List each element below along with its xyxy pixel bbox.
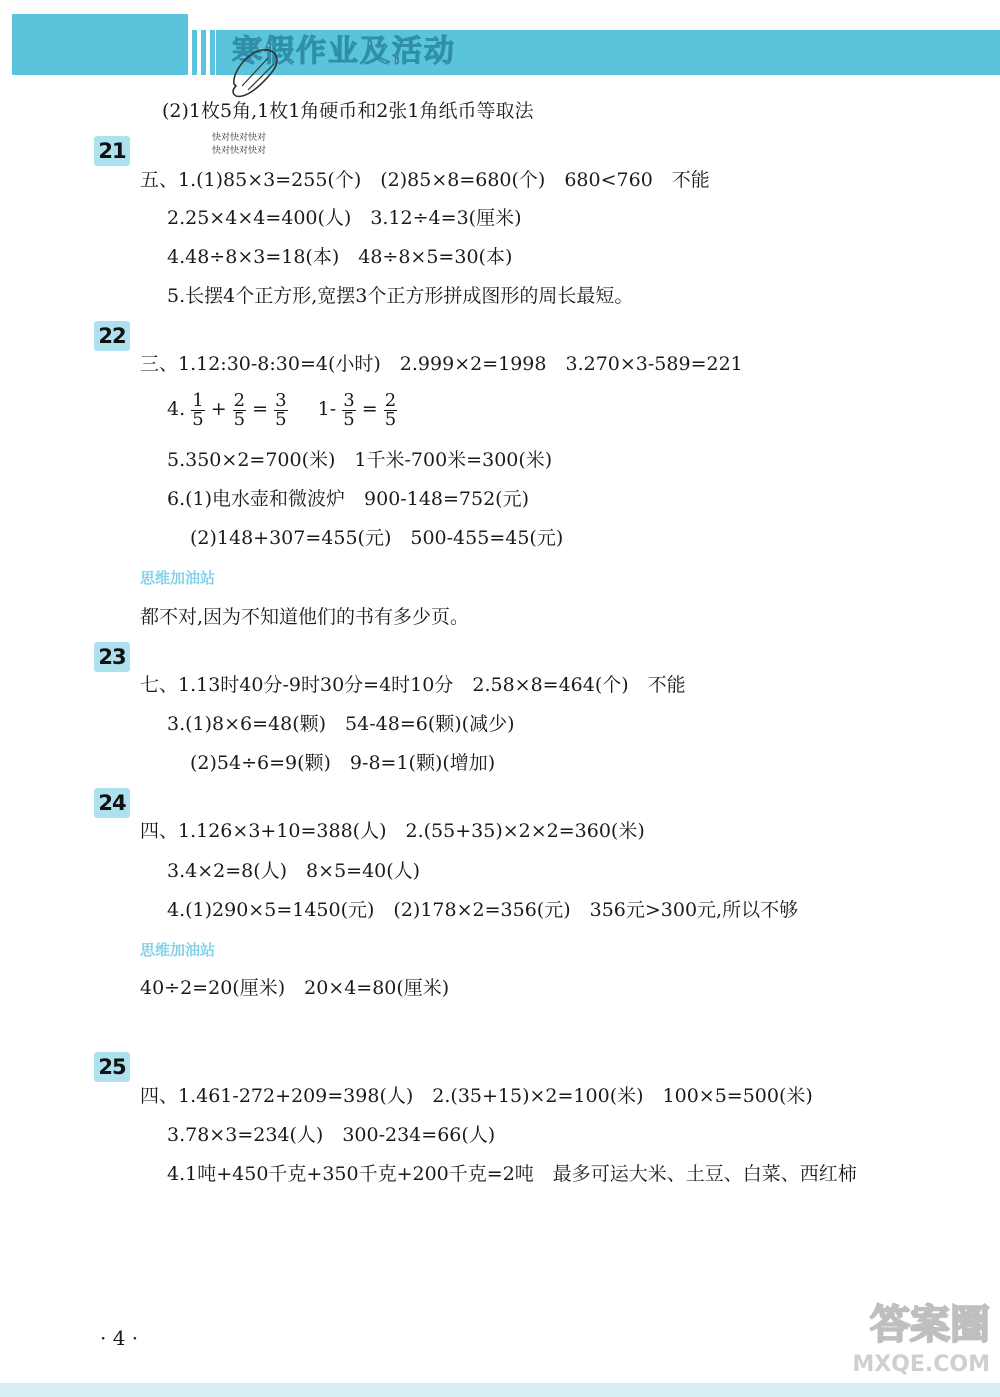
section-number-24: 24 <box>94 788 130 818</box>
page-number: · 4 · <box>100 1326 139 1350</box>
handwritten-note-1: 快对快对快对 <box>212 133 267 143</box>
section-number-22: 22 <box>94 321 130 351</box>
s24-line-3: 4.(1)290×5=1450(元) (2)178×2=356(元) 356元>300元,所以不够 <box>167 899 799 921</box>
s22-thinking-label: 思维加油站 <box>140 569 216 587</box>
s23-line-2: 3.(1)8×6=48(颗) 54-48=6(颗)(减少) <box>167 713 515 735</box>
s24-line-2: 3.4×2=8(人) 8×5=40(人) <box>167 860 421 882</box>
s22-fraction-prefix: 4. <box>167 398 186 420</box>
section-number-21: 21 <box>94 136 130 166</box>
handwritten-note-2: 快对快对快对 <box>212 146 267 156</box>
s25-line-3: 4.1吨+450千克+350千克+200千克=2吨 最多可运大米、土豆、白菜、西红柿 <box>167 1163 857 1185</box>
header-stripes <box>192 30 216 75</box>
watermark-url: MXQE.COM <box>852 1352 990 1377</box>
s22-fraction-line <box>167 389 397 429</box>
s25-line-2: 3.78×3=234(人) 300-234=66(人) <box>167 1124 496 1146</box>
fraction-3: $\frac{3}{5}$ <box>275 389 287 430</box>
s21-line-1: 五、1.(1)85×3=255(个) (2)85×8=680(个) 680<760 不能 <box>140 169 710 191</box>
s22-line-5: 5.350×2=700(米) 1千米-700米=300(米) <box>167 449 553 471</box>
s24-line-1: 四、1.126×3+10=388(人) 2.(55+35)×2×2=360(米) <box>140 820 645 842</box>
s23-line-1: 七、1.13时40分-9时30分=4时10分 2.58×8=464(个) 不能 <box>140 674 686 696</box>
watermark <box>820 1300 990 1390</box>
s22-thinking-answer: 都不对,因为不知道他们的书有多少页。 <box>140 606 470 628</box>
fraction-4: $\frac{3}{5}$ <box>343 389 355 430</box>
s24-thinking-label: 思维加油站 <box>140 941 216 959</box>
scribble-mark <box>228 42 288 102</box>
page-header <box>0 0 1000 75</box>
s22-line-1: 三、1.12:30-8:30=4(小时) 2.999×2=1998 3.270×3-589=221 <box>140 353 743 375</box>
fraction-5: $\frac{2}{5}$ <box>384 389 397 430</box>
watermark-logo: 答案圈 <box>870 1302 990 1348</box>
footer-strip <box>0 1383 1000 1397</box>
s24-thinking-answer: 40÷2=20(厘米) 20×4=80(厘米) <box>140 977 450 999</box>
s22-line-6: 6.(1)电水壶和微波炉 900-148=752(元) <box>167 488 530 510</box>
s21-line-2: 2.25×4×4=400(人) 3.12÷4=3(厘米) <box>167 207 522 229</box>
s21-line-3: 4.48÷8×3=18(本) 48÷8×5=30(本) <box>167 246 513 268</box>
equals-sign-1: = <box>252 398 269 420</box>
intro-line: (2)1枚5角,1枚1角硬币和2张1角纸币等取法 <box>162 100 534 122</box>
s22-line-7: (2)148+307=455(元) 500-455=45(元) <box>190 527 564 549</box>
section-number-23: 23 <box>94 642 130 672</box>
equals-sign-2: = <box>361 398 378 420</box>
s23-line-3: (2)54÷6=9(颗) 9-8=1(颗)(增加) <box>190 752 496 774</box>
s25-line-1: 四、1.461-272+209=398(人) 2.(35+15)×2=100(米) 100×5=500(米) <box>140 1085 813 1107</box>
fraction-2: $\frac{2}{5}$ <box>233 389 246 430</box>
fraction-1: $\frac{1}{5}$ <box>192 389 204 430</box>
section-number-25: 25 <box>94 1052 130 1082</box>
header-bar-left <box>12 14 188 75</box>
s21-line-4: 5.长摆4个正方形,宽摆3个正方形拼成图形的周长最短。 <box>167 285 634 307</box>
plus-sign: + <box>210 398 227 420</box>
one-minus: 1- <box>317 398 337 420</box>
page-title: 寒假作业及活动 <box>232 34 456 69</box>
